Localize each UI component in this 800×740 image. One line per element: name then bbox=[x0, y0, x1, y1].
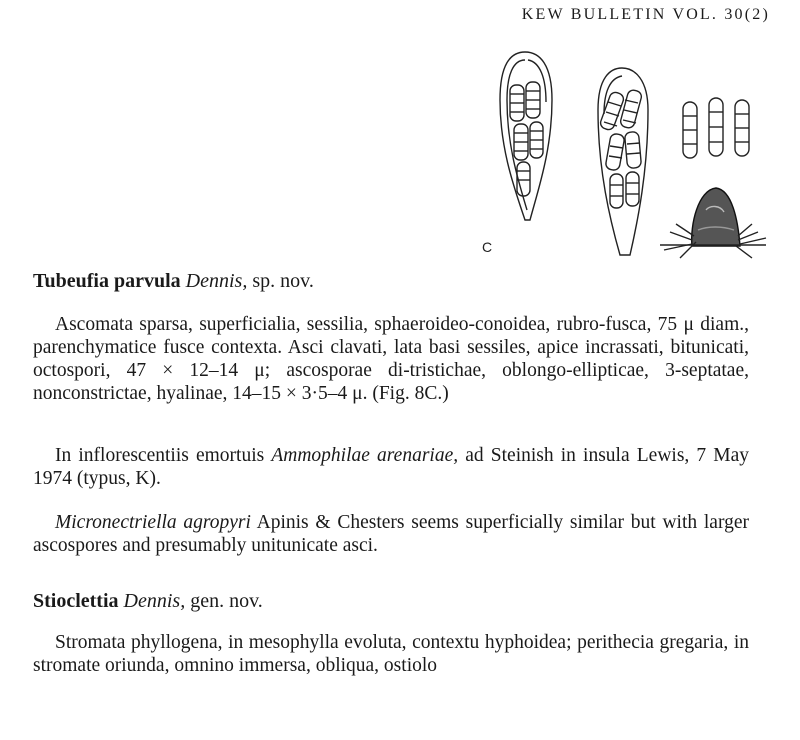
species-heading bbox=[33, 270, 314, 293]
genus-heading bbox=[33, 590, 263, 613]
habitat-locality: ad Steinish in insula Lewis, 7 May 1974 (typus, K). bbox=[33, 445, 750, 489]
taxon-name: Tubeufia parvula bbox=[33, 270, 181, 292]
ascoma-drawing bbox=[660, 188, 766, 258]
host-name: Ammophilae arenariae, bbox=[271, 445, 459, 466]
ascus-drawing bbox=[500, 52, 552, 220]
latin-diagnosis: Ascomata sparsa, superficialia, sessilia, sphaeroideo-conoidea, rubro-fusca, 75 μ diam., parenchymatice fusce contexta. Asci clavati, lata basi sessiles, apice incrassati, bitunicati, octospori, 47 × 12–14 μ; ascosporae di-tristichae, oblongo-ellipticae, 3-septatae, nonconstrictae, hyalinae, 14–15 × 3·5–4 μ. (Fig. 8C.) bbox=[33, 314, 749, 404]
figure-panel-label: C bbox=[482, 239, 493, 255]
comparison-note bbox=[33, 511, 749, 557]
figure-8c-illustration bbox=[470, 40, 770, 265]
comparison-text: Apinis & Chesters seems superficially similar but with larger ascospores and presumably unitunicate asci. bbox=[33, 512, 749, 556]
genus-rank: gen. nov. bbox=[190, 590, 263, 612]
compared-taxon: Micronectriella agropyri bbox=[55, 512, 251, 533]
taxon-rank: sp. nov. bbox=[252, 270, 314, 292]
genus-name: Stioclettia bbox=[33, 590, 119, 612]
genus-author: Dennis, bbox=[123, 590, 186, 612]
taxon-author: Dennis, bbox=[185, 270, 248, 292]
genus-diagnosis: Stromata phyllogena, in mesophylla evoluta, contextu hyphoidea; perithecia gregaria, in stromate oriunda, omnino immersa, obliqua, ostiolo bbox=[33, 632, 749, 676]
habitat-intro: In inflorescentiis emortuis bbox=[55, 445, 265, 466]
habitat-paragraph bbox=[33, 444, 749, 490]
ascus-drawing bbox=[598, 68, 648, 255]
running-header: KEW BULLETIN VOL. 30(2) bbox=[521, 6, 770, 23]
ascospore-drawings bbox=[683, 98, 749, 158]
